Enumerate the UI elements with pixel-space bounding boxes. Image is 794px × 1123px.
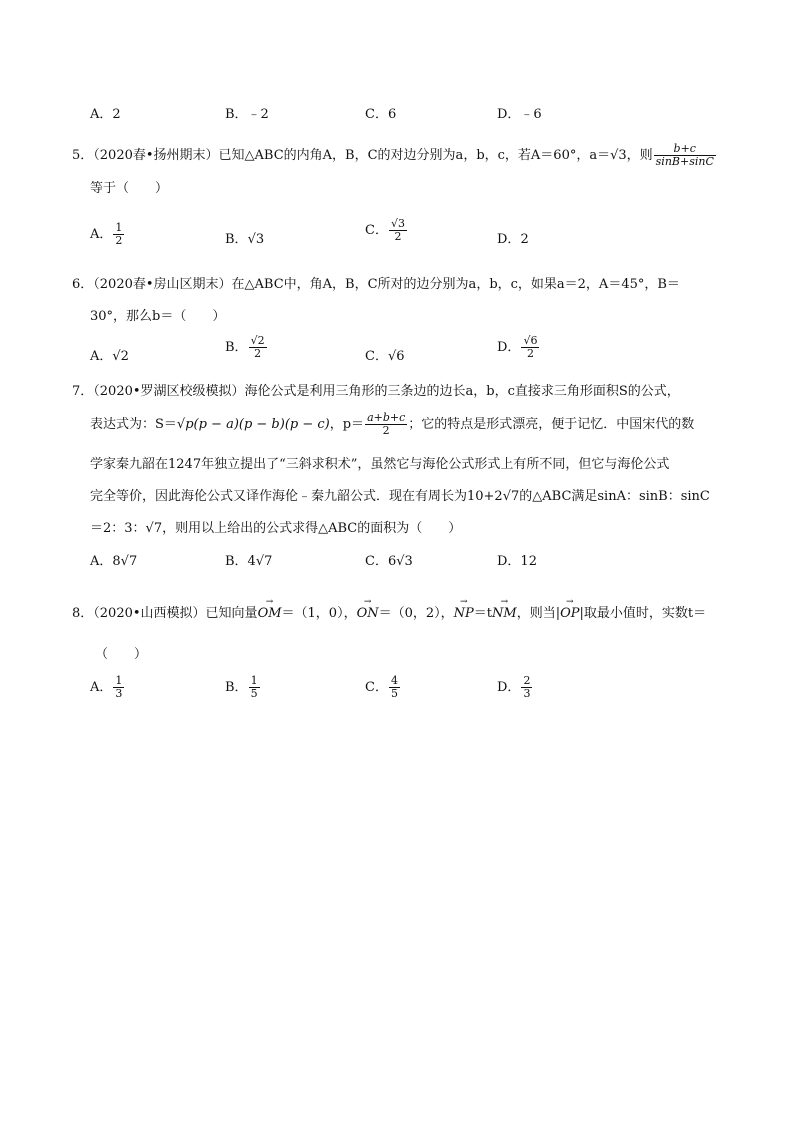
q8-option-c	[365, 675, 401, 700]
option-letter: A．	[90, 349, 113, 364]
q6-source: （2020春•房山区期末）	[93, 277, 232, 292]
option-fraction	[521, 675, 532, 700]
numerator: 1	[115, 674, 123, 687]
vector-label: ON	[356, 606, 379, 621]
q7-text: ；它的特点是形式漂亮，便于记忆．中国宋代的数	[408, 417, 695, 432]
q5-stem-line1	[72, 143, 717, 168]
q6-option-d	[497, 335, 540, 360]
q7-p-fraction	[365, 412, 407, 437]
option-fraction	[389, 218, 407, 243]
q8-text: ，则当|	[516, 606, 561, 621]
q7-stem-line5: ＝2：3：√7，则用以上给出的公式求得△ABC的面积为（ ）	[90, 521, 462, 536]
vector-label: OM	[257, 606, 282, 621]
q7-stem-line1	[72, 380, 680, 399]
denominator: 5	[390, 687, 398, 700]
q8-number: 8．	[72, 606, 94, 621]
option-fraction	[249, 335, 267, 360]
q5-stem-line2: 等于（ ）	[90, 181, 169, 196]
numerator: √2	[250, 334, 265, 347]
q5-option-b	[225, 228, 264, 247]
option-letter: C．	[365, 680, 388, 695]
q5-frac-numerator: b+c	[654, 143, 716, 156]
q7-heron-formula: √p(p − a)(p − b)(p − c)	[176, 417, 330, 432]
vector-op	[560, 597, 580, 621]
option-value: √3	[247, 232, 265, 247]
q7-stem-line4: 完全等价，因此海伦公式又译作海伦﹣秦九韶公式．现在有周长为10+2√7的△ABC满足sinA：sinB：sinC	[90, 489, 710, 504]
option-letter: B．	[225, 680, 248, 695]
q8-text: 已知向量	[205, 606, 258, 621]
vector-label: OP	[560, 606, 580, 621]
q4-option-b: B．﹣2	[225, 107, 269, 122]
q7-source: （2020•罗湖区校级模拟）	[93, 384, 245, 399]
option-fraction	[389, 675, 400, 700]
q5-stem: 已知△ABC的内角A，B，C的对边分别为a，b，c，若A＝60°，a＝√3，则	[218, 148, 653, 163]
vector-om	[257, 597, 282, 621]
q6-stem-line1	[72, 273, 680, 292]
option-fraction	[249, 675, 260, 700]
option-letter: B．	[225, 340, 248, 355]
q7-stem-line2	[90, 412, 694, 437]
option-letter: D．	[497, 340, 521, 355]
q7-option-b: B．4√7	[225, 554, 273, 569]
q6-option-b	[225, 335, 268, 360]
vector-arrow-icon: →	[566, 597, 574, 607]
q6-option-c	[365, 345, 405, 364]
q6-stem: 在△ABC中，角A，B，C所对的边分别为a，b，c，如果a＝2，A＝45°，B＝	[231, 277, 680, 292]
q5-option-c	[365, 218, 408, 243]
numerator: √3	[390, 217, 405, 230]
q7-stem-line3: 学家秦九韶在1247年独立提出了“三斜求积术”，虽然它与海伦公式形式上有所不同，但它与海伦公式	[90, 457, 670, 472]
option-fraction	[113, 222, 124, 247]
option-fraction	[113, 675, 124, 700]
denominator: 2	[526, 347, 534, 360]
q6-option-a	[90, 345, 129, 364]
vector-label: NP	[453, 606, 474, 621]
q7-text: 海伦公式是利用三角形的三条边的边长a，b，c直接求三角形面积S的公式，	[244, 384, 680, 399]
q8-np-eq: ＝t	[473, 606, 493, 621]
q5-option-d	[497, 228, 529, 247]
q5-frac-denominator: sinB+sinC	[655, 155, 714, 168]
denominator: 2	[394, 230, 402, 243]
q7-option-a: A．8√7	[90, 554, 138, 569]
q8-on-value: ＝（0，2），	[378, 606, 454, 621]
option-letter: C．	[365, 349, 388, 364]
q5-number: 5．	[72, 148, 94, 163]
option-fraction	[521, 335, 539, 360]
denominator: 3	[115, 687, 123, 700]
q7-formula-label: 表达式为：S＝	[90, 417, 177, 432]
vector-label: NM	[492, 606, 517, 621]
denominator: 3	[523, 687, 531, 700]
q4-option-a: A．2	[90, 107, 121, 122]
denominator: 5	[250, 687, 258, 700]
q8-text: |取最小值时，实数t＝	[579, 606, 707, 621]
q8-option-a	[90, 675, 125, 700]
numerator: 2	[523, 674, 531, 687]
option-value: 2	[520, 232, 529, 247]
denominator: 2	[115, 234, 123, 247]
q8-option-b	[225, 675, 261, 700]
numerator: a+b+c	[367, 411, 406, 424]
vector-np	[453, 597, 474, 621]
q6-stem-line2: 30°，那么b＝（ ）	[90, 309, 226, 324]
vector-on	[356, 597, 379, 621]
q8-stem-line1	[72, 597, 707, 621]
q8-option-d	[497, 675, 533, 700]
q6-number: 6．	[72, 277, 94, 292]
vector-nm	[492, 597, 517, 621]
option-letter: D．	[497, 680, 521, 695]
q8-source: （2020•山西模拟）	[93, 606, 206, 621]
numerator: 1	[115, 221, 123, 234]
option-value: √6	[387, 349, 405, 364]
numerator: 4	[390, 674, 398, 687]
option-value: √2	[112, 349, 129, 364]
denominator: 2	[382, 424, 390, 437]
q8-om-value: ＝（1，0），	[281, 606, 357, 621]
q4-option-d: D．﹣6	[497, 107, 542, 122]
q4-option-c: C．6	[365, 107, 397, 122]
q7-p-label: ，p＝	[329, 417, 365, 432]
vector-arrow-icon: →	[500, 597, 509, 607]
q8-stem-line2: （ ）	[95, 647, 148, 662]
q5-source: （2020春•扬州期末）	[93, 148, 219, 163]
denominator: 2	[254, 347, 262, 360]
option-letter: A．	[90, 227, 113, 242]
vector-arrow-icon: →	[265, 597, 274, 607]
q5-fraction	[654, 143, 716, 168]
option-letter: D．	[497, 232, 521, 247]
q7-option-d: D．12	[497, 554, 537, 569]
option-letter: B．	[225, 232, 248, 247]
vector-arrow-icon: →	[363, 597, 372, 607]
option-letter: C．	[365, 223, 388, 238]
q5-option-a	[90, 222, 125, 247]
numerator: 1	[250, 674, 258, 687]
option-letter: A．	[90, 680, 113, 695]
numerator: √6	[523, 334, 538, 347]
q7-option-c: C．6√3	[365, 554, 413, 569]
q7-number: 7．	[72, 384, 94, 399]
vector-arrow-icon: →	[459, 597, 468, 607]
